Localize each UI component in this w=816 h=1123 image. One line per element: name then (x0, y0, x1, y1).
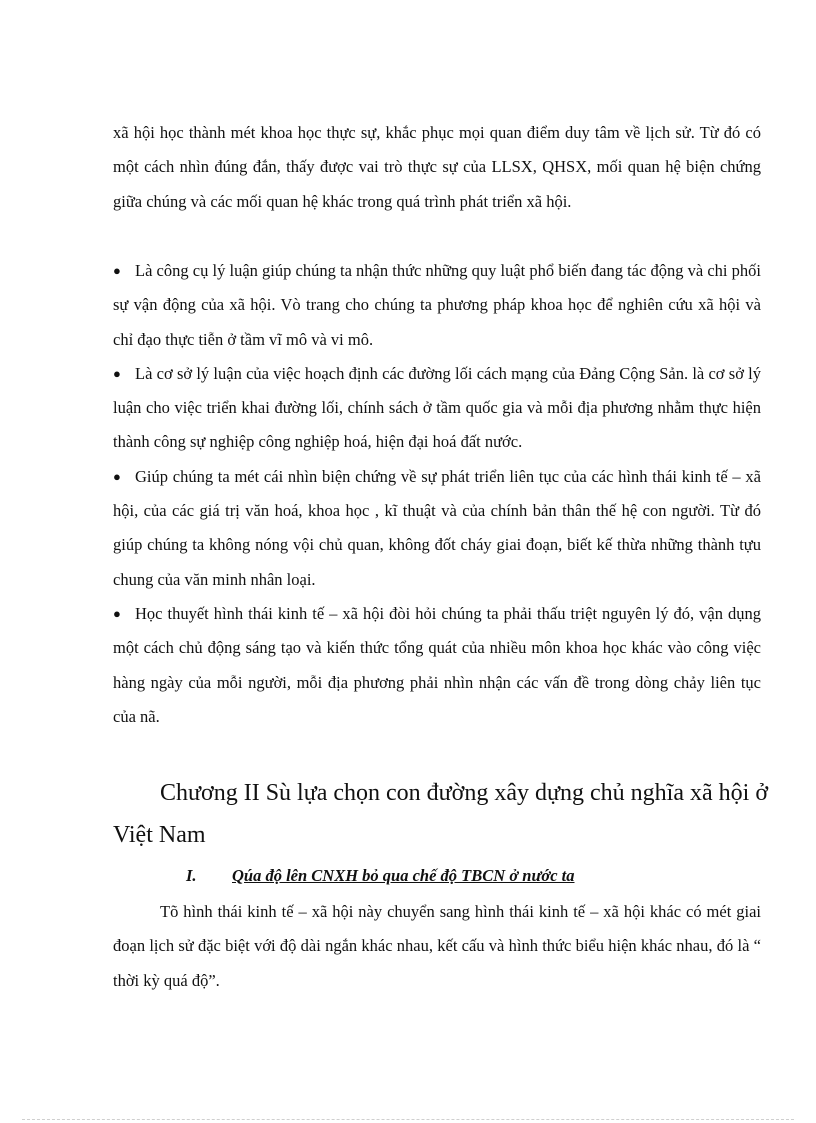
bullet-item (113, 254, 761, 357)
bullet-item (113, 597, 761, 734)
section-number: I. (186, 866, 197, 885)
bullet-icon: ● (113, 468, 121, 484)
bullet-icon: ● (113, 605, 121, 621)
bullet-text: Là cơ sở lý luận của việc hoạch định các đường lối cách mạng của Đảng Cộng Sản. là cơ sở lý luận cho việc triển khai đường lối, chính sách ở tầm quốc gia và mỗi địa phương nhằm thực hiện thành công sự nghiệp công nghiệp hoá, hiện đại hoá đất nước. (113, 363, 761, 452)
bullet-item (113, 460, 761, 597)
bullet-icon: ● (113, 365, 121, 381)
page-bottom-divider (22, 1119, 794, 1120)
section-title: Qúa độ lên CNXH bỏ qua chế độ TBCN ở nước ta (232, 866, 575, 885)
bullet-icon: ● (113, 263, 121, 278)
chapter-heading: Chương II Sù lựa chọn con đường xây dựng chủ nghĩa xã hội ở Việt Nam (113, 780, 769, 848)
bullet-list (113, 254, 761, 734)
bullet-text: Học thuyết hình thái kinh tế – xã hội đòi hỏi chúng ta phải thấu triệt nguyên lý đó, vận dụng một cách chủ động sáng tạo và kiến thức tổng quát của nhiều môn khoa học khác vào công việc hàng ngày của mỗi người, mỗi địa phương phải nhìn nhận các vấn đề trong dòng chảy liên tục của nã. (113, 603, 761, 726)
bullet-item (113, 357, 761, 460)
bullet-text: Là công cụ lý luận giúp chúng ta nhận thức những quy luật phổ biến đang tác động và chi phối sự vận động của xã hội. Vò trang cho chúng ta phương pháp khoa học để nghiên cứu xã hội và chỉ đạo thực tiễn ở tầm vĩ mô và vi mô. (113, 261, 761, 349)
bullet-text: Giúp chúng ta mét cái nhìn biện chứng về sự phát triển liên tục của các hình thái kinh tế – xã hội, của các giá trị văn hoá, khoa học , kĩ thuật và của chính bản thân thế hệ con người. Từ đó giúp chúng ta không nóng vội chủ quan, không đốt cháy giai đoạn, biết kế thừa những thành tựu chung của văn minh nhân loại. (113, 466, 761, 589)
section-heading (186, 866, 575, 886)
closing-paragraph: Tõ hình thái kinh tế – xã hội này chuyển sang hình thái kinh tế – xã hội khác có mét giai đoạn lịch sử đặc biệt với độ dài ngắn khác nhau, kết cấu và hình thức biểu hiện khác nhau, đó là “ thời kỳ quá độ”. (113, 902, 761, 990)
intro-paragraph: xã hội học thành mét khoa học thực sự, khắc phục mọi quan điểm duy tâm về lịch sử. Từ đó có một cách nhìn đúng đắn, thấy được vai trò thực sự của LLSX, QHSX, mối quan hệ biện chứng giữa chúng và các mối quan hệ khác trong quá trình phát triển xã hội. (113, 123, 761, 211)
